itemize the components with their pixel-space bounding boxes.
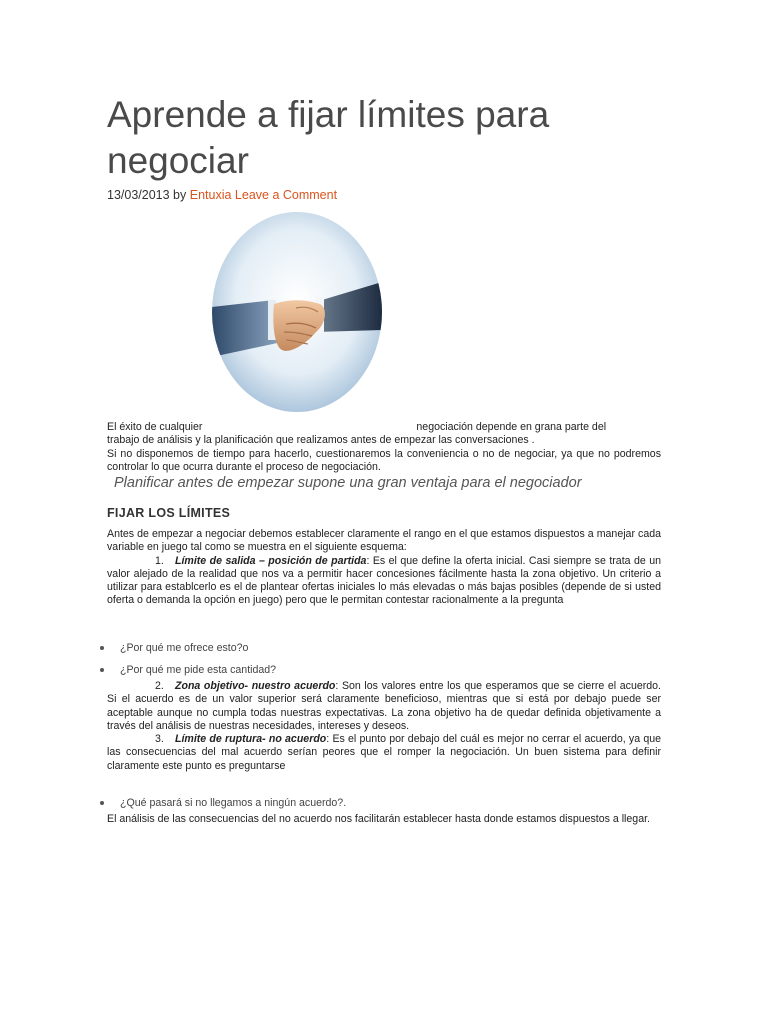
intro-line-2: trabajo de análisis y la planificación que realizamos antes de empezar las conversaciones .: [107, 434, 535, 446]
item-number: 1.: [155, 554, 164, 567]
bullet-list-1: [100, 641, 660, 685]
section-block-1: [107, 528, 661, 608]
item-number: 2.: [155, 680, 164, 692]
item-term: Límite de salida – posición de partida: [175, 554, 367, 567]
intro-line-1: [107, 421, 661, 434]
bullet-dot-icon: [100, 668, 104, 672]
item-text: : Es el punto por debajo del cuál es mejor no cerrar el acuerdo, ya que las consecuencias del mal acuerdo serían peores que el romper la negociación. Un buen sistema para definir claramente este punto es preguntarse: [107, 733, 661, 772]
closing-paragraph: El análisis de las consecuencias del no acuerdo nos facilitarán establecer hasta donde estamos dispuestos a llegar.: [107, 813, 650, 825]
item-text: : Es el que define la oferta inicial. Casi siempre se trata de un valor alejado de la realidad que nos va a permitir hacer concesiones fácilmente hasta la zona objetivo. Un criterio a utilizar para establcerlo es el de plantear ofertas iniciales lo más elevadas o más bajas posibles (depende de si usted oferta o demanda la opción en juego) pero que le permitan contestar racionalmente a la pregunta: [107, 554, 661, 607]
section-paragraph: Antes de empezar a negociar debemos establecer claramente el rango en el que estamos dispuestos a manejar cada variable en juego tal como se muestra en el siguiente esquema:: [107, 528, 661, 554]
item-number: 3.: [155, 733, 164, 746]
post-date: 13/03/2013: [107, 188, 170, 202]
bullet-dot-icon: [100, 801, 104, 805]
list-item: ¿Qué pasará si no llegamos a ningún acuerdo?.: [100, 796, 660, 818]
intro-text-a: El éxito de cualquier: [107, 421, 203, 433]
by-label: by: [173, 188, 187, 202]
limit-item-3: [107, 733, 661, 773]
list-item: ¿Por qué me pide esta cantidad?: [100, 663, 660, 685]
list-item: ¿Por qué me ofrece esto?o: [100, 641, 660, 663]
section-heading: FIJAR LOS LÍMITES: [107, 506, 231, 520]
limit-item-2: [107, 680, 661, 733]
limit-item-1: [107, 555, 661, 608]
item-text: : Son los valores entre los que esperamos que se cierre el acuerdo. Si el acuerdo es de un valor superior será claramente beneficioso, mientras que si está por debajo puede ser aceptable aunque no cumpla todas nuestras expectativas. La zona objetivo ha de quedar definida objetivamente a través del análisis de nuestras necesidades, intereses y deseos.: [107, 680, 661, 732]
article-meta: [107, 188, 337, 202]
bullet-dot-icon: [100, 646, 104, 650]
intro-line-3: Si no disponemos de tiempo para hacerlo, cuestionaremos la conveniencia o no de negociar, ya que no podremos controlar lo que ocurra durante el proceso de negociación.: [107, 448, 661, 474]
pull-quote: Planificar antes de empezar supone una gran ventaja para el negociador: [114, 475, 582, 491]
section-block-2: [107, 680, 661, 773]
intro-text-b: negociación depende en grana parte del: [416, 421, 607, 433]
item-term: Zona objetivo- nuestro acuerdo: [175, 680, 336, 692]
item-term: Límite de ruptura- no acuerdo: [175, 733, 327, 746]
handshake-icon: [212, 212, 382, 412]
author-link[interactable]: Entuxia: [189, 188, 232, 202]
handshake-photo: [212, 212, 382, 412]
article-title: Aprende a fijar límites para negociar: [107, 94, 550, 181]
leave-comment-link[interactable]: Leave a Comment: [234, 188, 338, 202]
